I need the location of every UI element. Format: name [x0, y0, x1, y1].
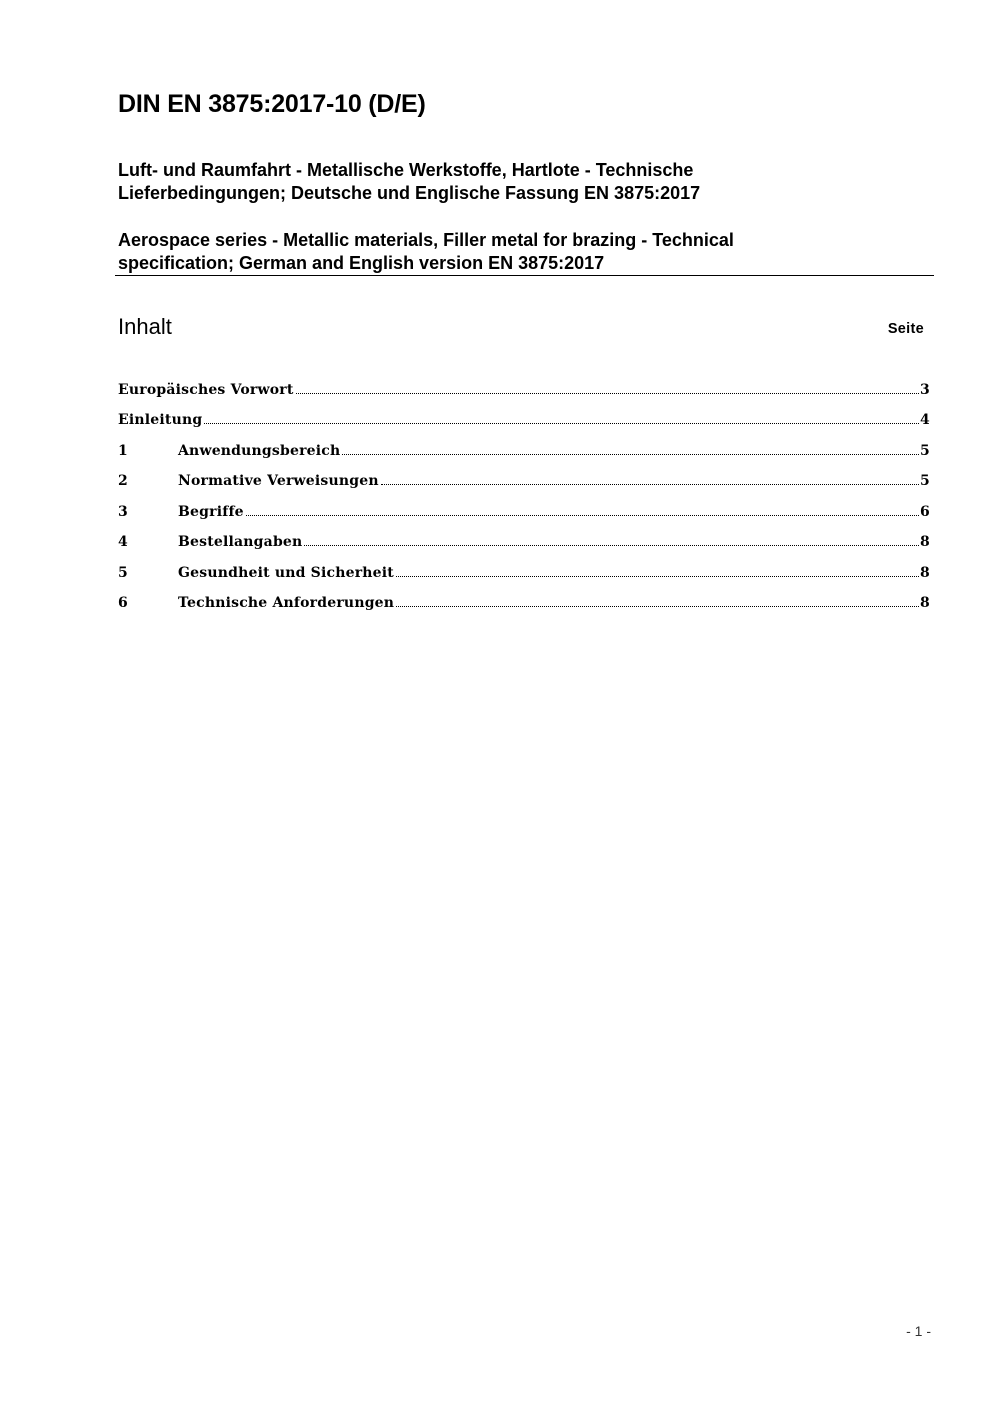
table-of-contents: [118, 368, 930, 612]
toc-entry-scope[interactable]: [118, 429, 930, 460]
document-title: DIN EN 3875:2017-10 (D/E): [118, 90, 426, 118]
toc-entry-title: Normative Verweisungen: [178, 473, 379, 489]
toc-dot-leader: [204, 423, 919, 424]
toc-heading: Inhalt: [118, 314, 172, 339]
subtitle-english-line-2: specification; German and English version EN 3875:2017: [118, 253, 605, 273]
toc-entry-normative-references[interactable]: [118, 460, 930, 491]
toc-entry-page: 4: [920, 412, 930, 428]
toc-entry-page: 8: [920, 595, 930, 611]
toc-dot-leader: [342, 454, 919, 455]
toc-dot-leader: [396, 606, 919, 607]
toc-entry-introduction[interactable]: [118, 399, 930, 430]
subtitle-german-line-1: Luft- und Raumfahrt - Metallische Werkstoffe, Hartlote - Technische: [118, 160, 694, 180]
toc-entry-title: Begriffe: [178, 503, 244, 520]
toc-entry-terms[interactable]: [118, 490, 930, 521]
page-number: - 1 -: [906, 1323, 931, 1339]
toc-entry-health-and-safety[interactable]: [118, 551, 930, 582]
toc-entry-page: 8: [920, 564, 930, 581]
toc-entry-title: Einleitung: [118, 412, 203, 428]
subtitle-english-line-1: Aerospace series - Metallic materials, Filler metal for brazing - Technical: [118, 230, 734, 250]
subtitle-german: [118, 159, 918, 205]
toc-entry-european-foreword[interactable]: [118, 368, 930, 399]
toc-dot-leader: [304, 545, 919, 546]
toc-entry-number: 6: [118, 595, 128, 611]
toc-entry-title: Gesundheit und Sicherheit: [178, 564, 394, 581]
toc-entry-page: 6: [920, 503, 930, 520]
toc-entry-title: Bestellangaben: [178, 534, 303, 550]
toc-entry-ordering-information[interactable]: [118, 521, 930, 552]
toc-dot-leader: [396, 576, 919, 577]
toc-entry-number: 2: [118, 473, 128, 489]
toc-dot-leader: [381, 484, 919, 485]
title-divider: [115, 275, 934, 276]
subtitle-german-line-2: Lieferbedingungen; Deutsche und Englische Fassung EN 3875:2017: [118, 183, 701, 203]
toc-entry-number: 3: [118, 503, 128, 520]
toc-dot-leader: [296, 393, 920, 394]
toc-entry-title: Technische Anforderungen: [178, 595, 395, 611]
toc-entry-page: 8: [920, 534, 930, 550]
toc-entry-title: Europäisches Vorwort: [118, 381, 294, 398]
toc-dot-leader: [246, 515, 919, 516]
toc-entry-number: 5: [118, 564, 128, 581]
toc-entry-technical-requirements[interactable]: [118, 582, 930, 613]
subtitle-english: [118, 229, 918, 275]
toc-entry-number: 1: [118, 442, 128, 459]
toc-entry-page: 5: [920, 442, 930, 459]
toc-entry-page: 3: [920, 381, 930, 398]
toc-entry-number: 4: [118, 534, 128, 550]
toc-entry-title: Anwendungsbereich: [178, 442, 341, 459]
toc-entry-page: 5: [920, 473, 930, 489]
toc-page-column-label: Seite: [887, 321, 924, 337]
